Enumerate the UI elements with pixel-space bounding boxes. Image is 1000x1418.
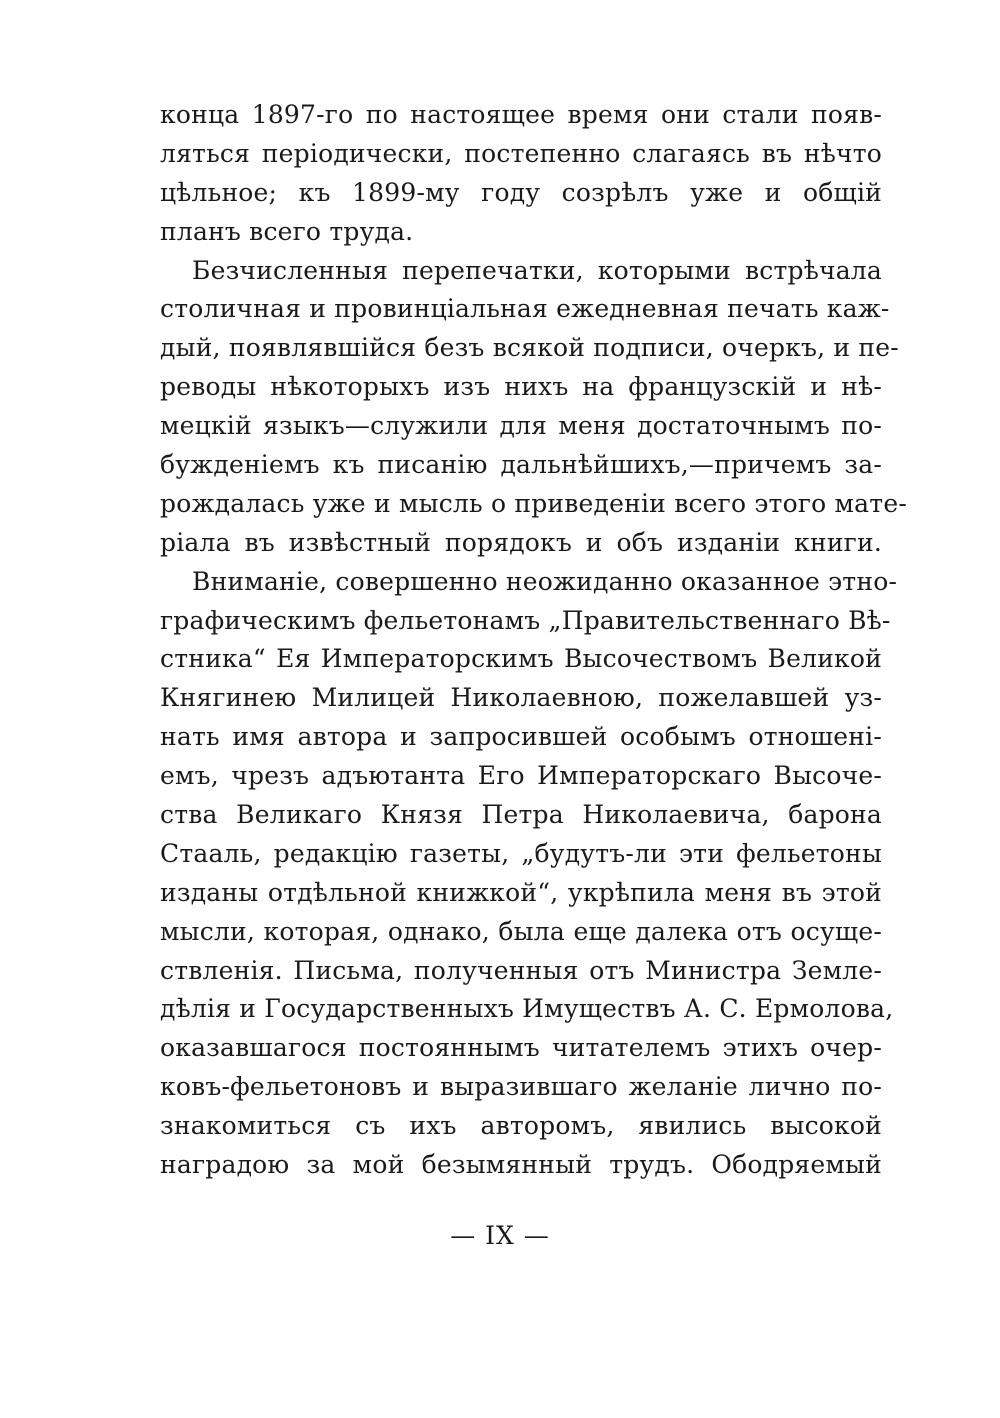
text-line: планъ всего труда. (160, 216, 414, 246)
text-line: емъ, чрезъ адъютанта Его Императорскаго Высоче- (160, 761, 882, 791)
text-line: знакомиться съ ихъ авторомъ, явились высокой (160, 1111, 882, 1141)
text-line: рождалась уже и мысль о приведеніи всего этого мате- (160, 488, 907, 518)
text-line: графическимъ фельетонамъ „Правительственнаго Вѣ- (160, 605, 891, 635)
text-line: дый, появлявшійся безъ всякой подписи, очеркъ, и пе- (160, 333, 899, 363)
text-line: мецкій языкъ—служили для меня достаточнымъ по- (160, 411, 882, 441)
text-line: столичная и провинціальная ежедневная печать каж- (160, 294, 890, 324)
text-line: ковъ-фельетоновъ и выразившаго желаніе лично по- (160, 1072, 882, 1102)
text-line: Княгинею Милицей Николаевною, пожелавшей уз- (160, 683, 882, 713)
text-line: дѣлія и Государственныхъ Имуществъ А. С. Ермолова, (160, 994, 894, 1024)
page-number: — IX — (450, 1221, 550, 1250)
text-line: оказавшагося постояннымъ читателемъ этихъ очер- (160, 1033, 882, 1063)
body-text (160, 96, 907, 1185)
text-line: нать имя автора и запросившей особымъ отношені- (160, 722, 882, 752)
text-line: Стааль, редакцію газеты, „будутъ-ли эти фельетоны (160, 838, 882, 868)
paragraph-1 (160, 96, 882, 252)
text-line: мысли, которая, однако, была еще далека отъ осуще- (160, 916, 882, 946)
text-line: ства Великаго Князя Петра Николаевича, барона (160, 800, 882, 830)
text-line: реводы нѣкоторыхъ изъ нихъ на французскій и нѣ- (160, 372, 882, 402)
text-line: стника“ Ея Императорскимъ Высочествомъ Великой (160, 644, 882, 674)
paragraph-3 (160, 563, 898, 1185)
text-line: конца 1897-го по настоящее время они стали появ- (160, 100, 882, 129)
text-line: ствленія. Письма, полученныя отъ Министра Земле- (160, 955, 882, 985)
text-line: Безчисленныя перепечатки, которыми встрѣчала (192, 255, 882, 285)
paragraph-2 (160, 252, 907, 563)
text-line: Вниманіе, совершенно неожиданно оказанное этно- (192, 566, 898, 596)
text-line: наградою за мой безымянный трудъ. Ободряемый (160, 1150, 882, 1180)
text-line: ріала въ извѣстный порядокъ и объ изданіи книги. (160, 527, 882, 557)
text-line: цѣльное; къ 1899-му году созрѣлъ уже и общій (160, 177, 882, 207)
text-line: ляться періодически, постепенно слагаясь въ нѣчто (160, 138, 882, 168)
text-line: бужденіемъ къ писанію дальнѣйшихъ,—причемъ за- (160, 450, 882, 480)
text-line: изданы отдѣльной книжкой“, укрѣпила меня въ этой (160, 877, 882, 907)
